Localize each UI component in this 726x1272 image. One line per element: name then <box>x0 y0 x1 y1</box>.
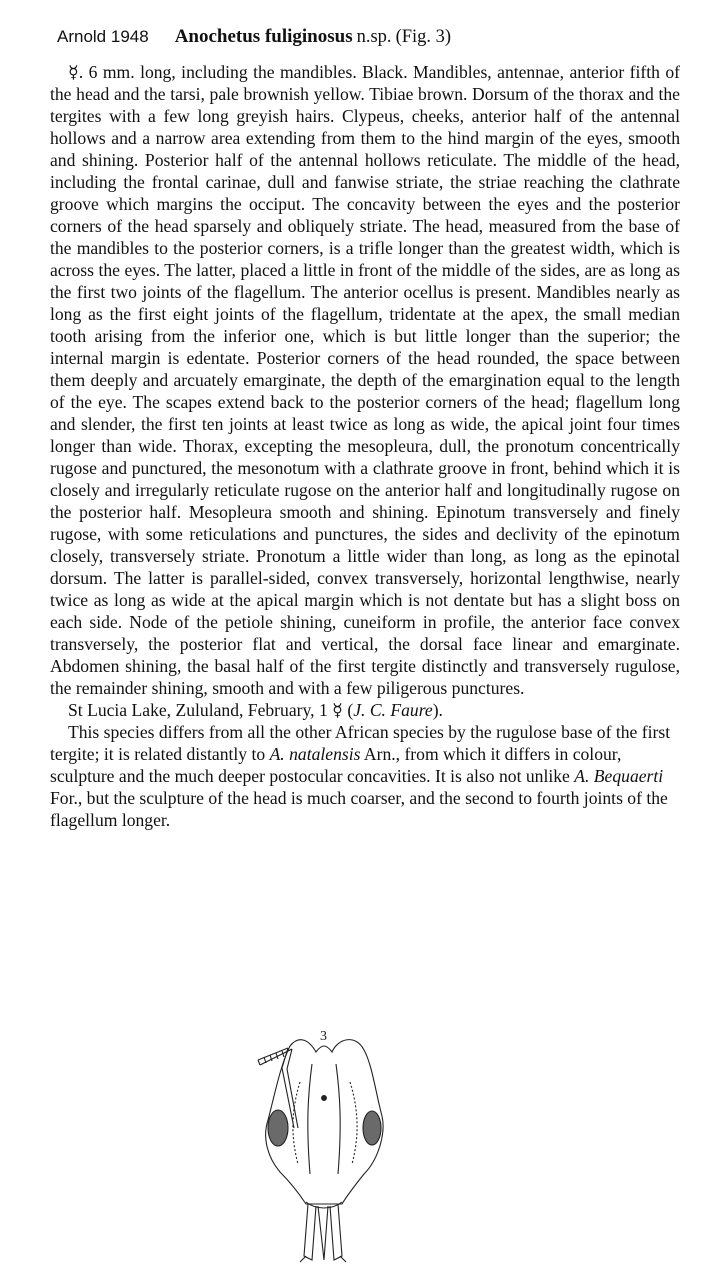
species-name: Anochetus fuliginosus <box>174 26 353 47</box>
article-body <box>50 61 680 831</box>
collector-name: J. C. Faure <box>353 700 433 720</box>
description-paragraph: ☿. 6 mm. long, including the mandibles. Black. Mandibles, antennae, anterior fifth of the head and the tarsi, pale brownish yellow. Tibiae brown. Dorsum of the thorax and the tergites with a few long greyish hairs. Clypeus, cheeks, anterior half of the antennal hollows and a narrow area extending from them to the hind margin of the eyes, smooth and shining. Posterior half of the antennal hollows reticulate. The middle of the head, including the frontal carinae, dull and fanwise striate, the striae reaching the clathrate groove which margins the occiput. The concavity between the eyes and the posterior corners of the head sparsely and obliquely striate. The head, measured from the base of the mandibles to the posterior corners, is a trifle longer than the greatest width, which is across the eyes. The latter, placed a little in front of the middle of the sides, are as long as the first two joints of the flagellum. The anterior ocellus is present. Mandibles nearly as long as the first eight joints of the flagellum, tridentate at the apex, the small median tooth arising from the inferior one, which is but little longer than the superior; the internal margin is edentate. Posterior corners of the head rounded, the space between them deeply and arcuately emarginate, the depth of the emargination equal to the length of the eye. The scapes extend back to the posterior corners of the head; flagellum long and slender, the first ten joints at least twice as long as wide, the apical joint four times longer than wide. Thorax, excepting the mesopleura, dull, the pronotum concentrically rugose and punctured, the mesonotum with a clathrate groove in front, behind which it is closely and irregularly reticulate rugose on the anterior half and longitudinally rugose on the posterior half. Mesopleura smooth and shining. Epinotum transversely and finely rugose, with some reticulations and punctures, the sides and declivity of the epinotum closely, transversely striate. Pronotum a little wider than long, as long as the epinotal dorsum. The latter is parallel-sided, convex transversely, horizontal lengthwise, nearly twice as long as wide at the apical margin which is not dentate but has a slight boss on each side. Node of the petiole shining, cuneiform in profile, the anterior face convex transversely, the posterior flat and vertical, the dorsal face linear and emarginate. Abdomen shining, the basal half of the first tergite distinctly and transversely rugulose, the remainder shining, smooth and with a few piligerous punctures. <box>50 62 680 698</box>
figure-number: 3 <box>320 1029 327 1044</box>
comparison-taxon1: A. natalensis <box>269 744 361 764</box>
locality-paragraph <box>50 699 680 721</box>
comparison-part3: For., but the sculpture of the head is much coarser, and the second to fourth joints of the flagellum longer. <box>50 788 668 830</box>
author-year: Arnold 1948 <box>57 27 149 46</box>
comparison-part2: Arn., from which it differs in colour, sculpture and the much deeper postocular concavities. It is also not unlike <box>50 744 622 786</box>
figure-reference: (Fig. 3) <box>395 27 452 47</box>
locality-text: St Lucia Lake, Zululand, February, 1 ☿ ( <box>68 700 354 720</box>
locality-end: ). <box>432 700 443 720</box>
ant-head-drawing-icon <box>246 1024 396 1264</box>
article-header <box>57 26 451 48</box>
comparison-paragraph <box>50 721 680 831</box>
comparison-part1: This species differs from all the other African species by the rugulose base of the first tergite; it is related distantly to <box>50 722 671 764</box>
comparison-taxon2: A. Bequaerti <box>574 766 664 786</box>
taxonomic-status: n.sp. <box>356 27 392 47</box>
